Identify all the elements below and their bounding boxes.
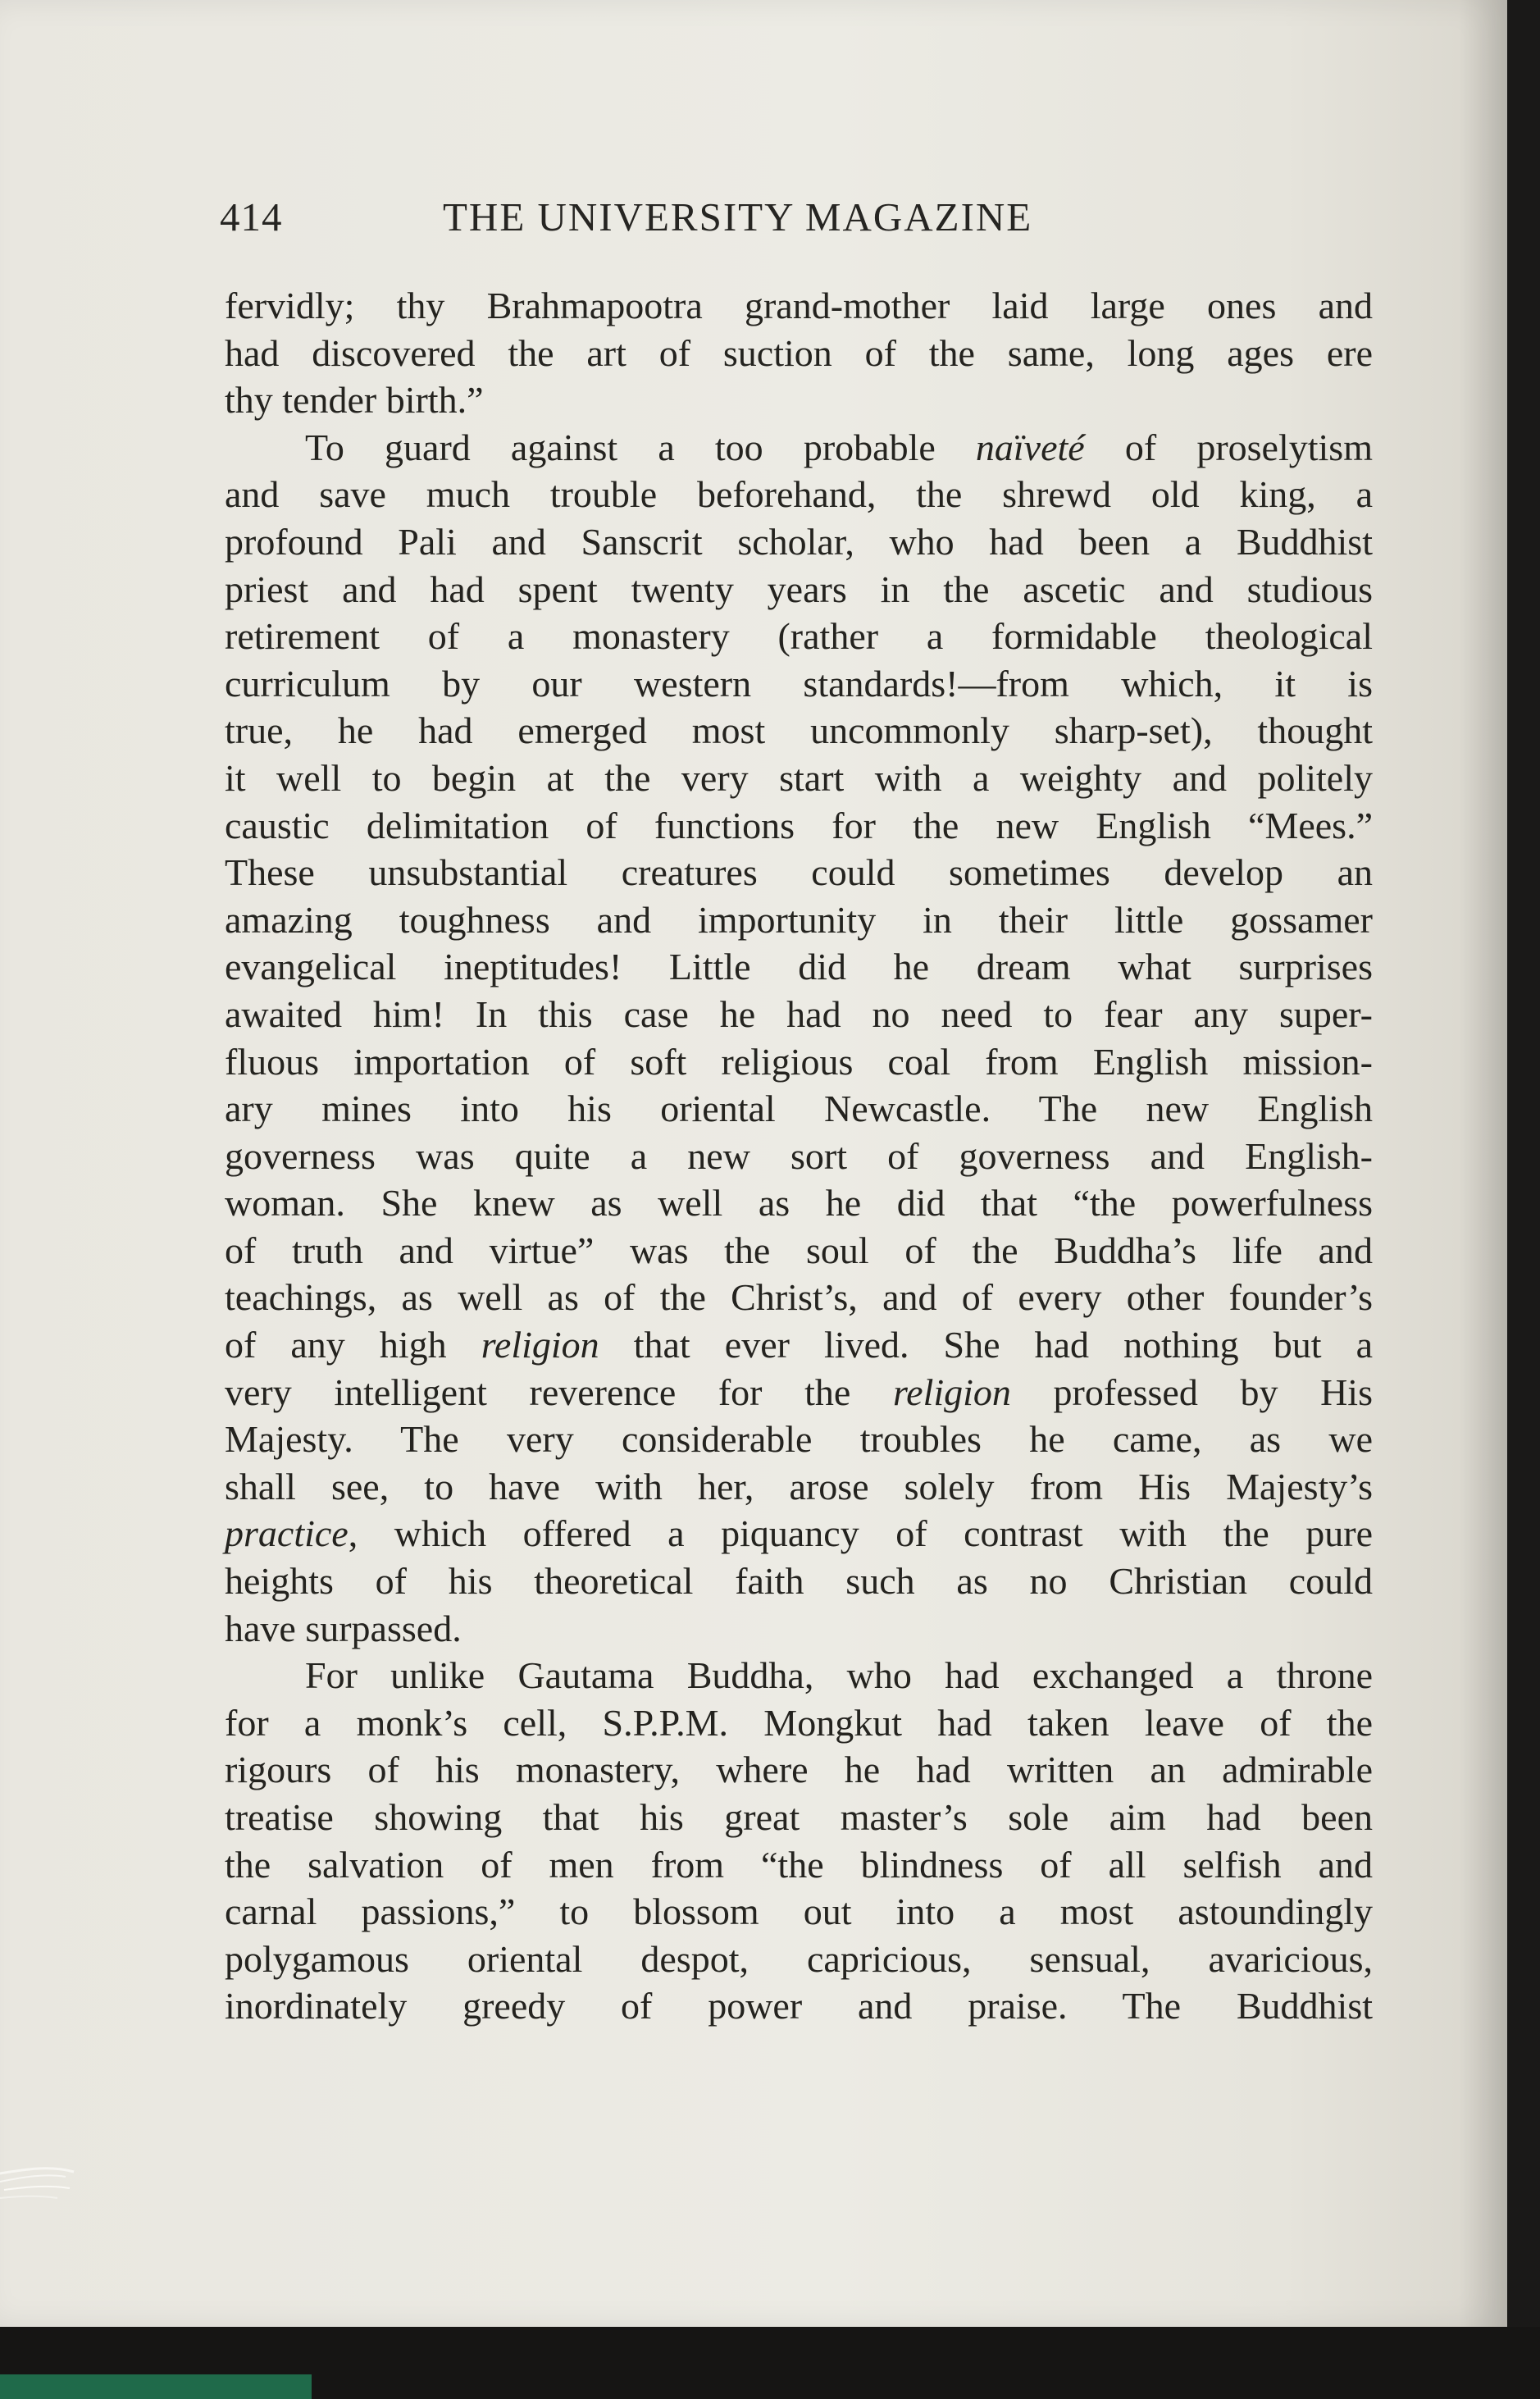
paragraph-first-line: For unlike Gautama Buddha, who had exchanged a throne [305,1654,1373,1697]
text-line: treatise showing that his great master’s sole aim had been [225,1796,1373,1838]
text-line: teachings, as well as of the Christ’s, and of every other founder’s [225,1276,1373,1319]
text-line: evangelical ineptitudes! Little did he dream what surprises [225,946,1373,988]
text-line: very intelligent reverence for the religion professed by His [225,1371,1373,1413]
text-line: practice, which offered a piquancy of contrast with the pure [225,1512,1373,1555]
text-line: true, he had emerged most uncommonly sharp-set), thought [225,709,1373,752]
text-line: shall see, to have with her, arose solely from His Majesty’s [225,1465,1373,1507]
page-scuff-mark [0,2149,90,2223]
paragraph-first-line: To guard against a too probable naïveté of proselytism [305,426,1373,468]
text-line: fluous importation of soft religious coal from English mission- [225,1040,1373,1083]
text-line: awaited him! In this case he had no need to fear any super- [225,992,1373,1035]
text-line: polygamous oriental despot, capricious, sensual, avaricious, [225,1937,1373,1980]
text-line: of any high religion that ever lived. She had nothing but a [225,1324,1373,1366]
green-strip [0,2374,312,2399]
body-text [225,282,1373,2030]
text-line: thy tender birth.” [225,379,484,422]
text-line: curriculum by our western standards!—from which, it is [225,662,1373,705]
text-line: had discovered the art of suction of the same, long ages ere [225,331,1373,374]
text-line: woman. She knew as well as he did that “the powerfulness [225,1182,1373,1225]
text-line: it well to begin at the very start with a weighty and politely [225,756,1373,799]
text-line: caustic delimitation of functions for the new English “Mees.” [225,804,1373,846]
text-line: for a monk’s cell, S.P.P.M. Mongkut had taken leave of the [225,1701,1373,1744]
text-line: carnal passions,” to blossom out into a most astoundingly [225,1890,1373,1933]
text-line: governess was quite a new sort of governess and English- [225,1134,1373,1177]
text-line: retirement of a monastery (rather a formidable theological [225,615,1373,658]
text-line: Majesty. The very considerable troubles he came, as we [225,1418,1373,1461]
text-line: amazing toughness and importunity in their little gossamer [225,898,1373,941]
text-line: rigours of his monastery, where he had written an admirable [225,1749,1373,1791]
journal-title: THE UNIVERSITY MAGAZINE [443,194,1033,239]
text-line: priest and had spent twenty years in the ascetic and studious [225,568,1373,610]
text-line: fervidly; thy Brahmapootra grand-mother laid large ones and [225,285,1373,326]
text-line: heights of his theoretical faith such as no Christian could [225,1560,1373,1603]
running-head [220,194,1114,251]
text-line: and save much trouble beforehand, the shrewd old king, a [225,473,1373,516]
text-line: inordinately greedy of power and praise. The Buddhist [225,1985,1373,2027]
page-edge-shadow [1458,0,1507,2327]
text-line: of truth and virtue” was the soul of the Buddha’s life and [225,1229,1373,1271]
text-line: the salvation of men from “the blindness of all selfish and [225,1843,1373,1886]
text-line: have surpassed. [225,1607,462,1649]
text-line: ary mines into his oriental Newcastle. The new English [225,1088,1373,1130]
text-line: profound Pali and Sanscrit scholar, who had been a Buddhist [225,520,1373,563]
text-line: These unsubstantial creatures could sometimes develop an [225,851,1373,894]
page-number: 414 [220,194,283,239]
scanner-background-right [1507,0,1540,2399]
